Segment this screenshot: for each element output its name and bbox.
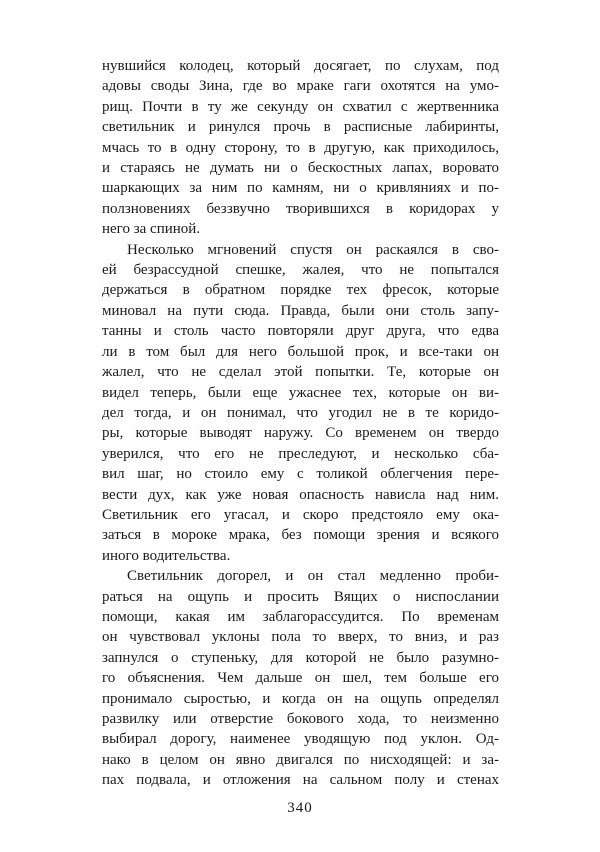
text-line: Светильник его угасал, и скоро предстояло ему ока- (102, 506, 499, 523)
text-line: пронимало сыростью, и когда он на ощупь определял (102, 690, 499, 707)
text-line: вил шаг, но стоило ему с толикой облегчения пере- (102, 466, 499, 483)
text-line: нако в целом он явно двигался по нисходящей: и за- (102, 751, 499, 768)
text-line: запнулся о ступеньку, для которой не было разумно- (102, 649, 499, 666)
text-line: жалел, что не сделал этой попытки. Те, которые он (102, 364, 499, 381)
text-line: уверился, что его не преследуют, и несколько сба- (102, 445, 499, 462)
text-line: миновал на пути сюда. Правда, были они столь запу- (102, 302, 499, 319)
text-line: ей безрассудной спешке, жалея, что не попытался (102, 262, 499, 279)
text-line: вести дух, как уже новая опасность нависла над ним. (102, 486, 499, 503)
text-line: рищ. Почти в ту же секунду он схватил с жертвенника (102, 98, 499, 115)
text-line: и стараясь не думать ни о бескостных лапах, воровато (102, 160, 499, 177)
text-line: шаркающих за ним по камням, ни о кривляниях и по- (102, 180, 499, 197)
text-line: ры, которые выводят наружу. Со временем он твердо (102, 425, 499, 442)
text-line: адовы своды Зина, где во мраке гаги охотятся на умо- (102, 78, 499, 95)
text-line: Несколько мгновений спустя он раскаялся в сво- (127, 241, 499, 258)
text-line: помощи, какая им заблагорассудится. По временам (102, 608, 499, 625)
paragraph (102, 240, 499, 567)
text-line: ли в том был для него большой прок, и все-таки он (102, 343, 499, 360)
page-number: 340 (287, 800, 313, 816)
text-line: пах подвала, и отложения на сальном полу и стенах (102, 772, 499, 789)
text-line: Светильник догорел, и он стал медленно проби- (127, 568, 499, 585)
text-line: ползновениях беззвучно творившихся в коридорах у (102, 200, 499, 217)
text-line: развилку или отверстие бокового хода, то неизменно (102, 711, 499, 727)
text-line: он чувствовал уклоны пола то вверх, то вниз, и раз (102, 629, 499, 646)
text-line: го объяснения. Чем дальше он шел, тем больше его (102, 670, 499, 687)
text-block (102, 56, 499, 791)
text-line: дел тогда, и он понимал, что угодил не в те коридо- (102, 404, 499, 421)
text-line: раться на ощупь и просить Вящих о ниспослании (102, 588, 499, 605)
text-line: танны и столь часто повторяли друг друга, что едва (102, 323, 499, 340)
text-line: иного водительства. (102, 547, 231, 564)
text-line: держаться в обратном порядке тех фресок, которые (102, 282, 499, 299)
text-line: заться в мороке мрака, без помощи зрения и всякого (102, 527, 499, 544)
text-line: светильник и ринулся прочь в расписные лабиринты, (102, 119, 499, 136)
text-line: него за спиной. (102, 221, 201, 238)
paragraph (102, 566, 499, 790)
text-line: мчась то в одну сторону, то в другую, как приходилось, (102, 139, 499, 156)
text-line: нувшийся колодец, который досягает, по слухам, под (102, 58, 499, 74)
text-line: видел теперь, были еще ужаснее тех, которые он ви- (102, 384, 499, 401)
paragraph (102, 56, 499, 240)
text-line: выбирал дорогу, наименее уводящую под уклон. Од- (102, 731, 499, 748)
